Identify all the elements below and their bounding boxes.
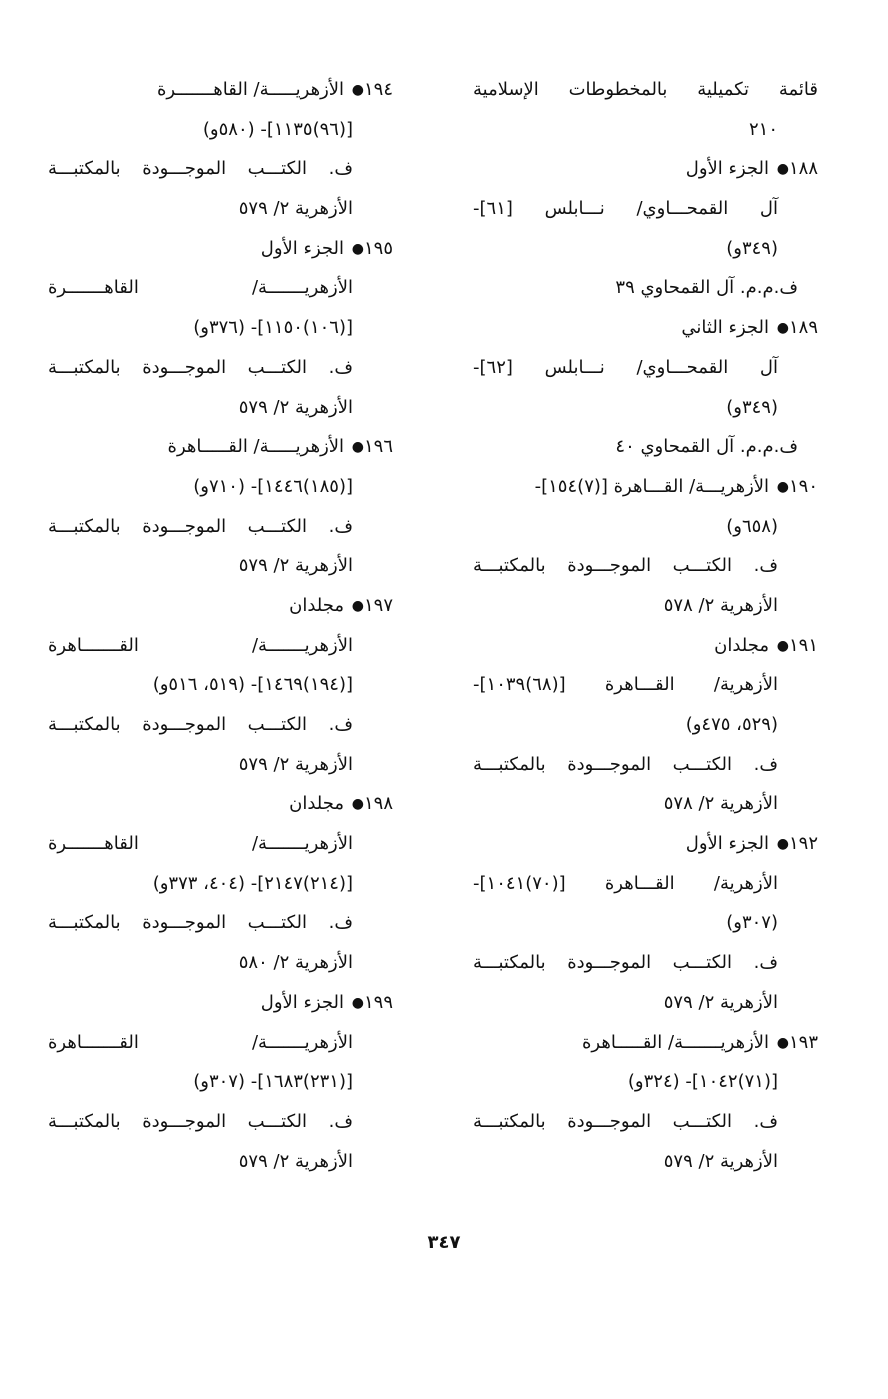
entry-detail-line: ف.م.م. آل القمحاوي ٣٩ [615,277,798,299]
page-number: ٣٤٧ [427,1232,461,1253]
entry-detail-line: الأزهرية/ القـــاهرة [(٦٨)١٠٣٩]- [473,674,778,696]
entry-detail-line: الأزهرية ٢/ ٥٧٨ [663,793,778,815]
entry-number: ١٩٦ [363,436,393,458]
running-header: قائمة تكميلية بالمخطوطات الإسلامية [473,79,818,100]
catalog-entry-heading [48,586,393,626]
entry-detail-line: ف. الكتـــب الموجـــودة بالمكتبـــة [48,158,353,180]
catalog-entry-heading [473,626,818,666]
entry-detail-line: آل القمحـــاوي/ نـــابلس [٦١]- [473,198,778,220]
entry-number: ١٩٤ [363,79,393,100]
entry-title: الأزهريـــــــة/ القـــــاهرة [581,1031,770,1053]
entry-detail-line: الأزهريـــــــة/ القاهـــــــرة [48,277,353,299]
entry-detail-line: آل القمحـــاوي/ نـــابلس [٦٢]- [473,356,778,378]
catalog-entry-heading [473,308,818,348]
catalog-entry-heading [473,824,818,864]
entry-detail-line: (٣٤٩و) [726,396,778,418]
entry-number: ١٨٩ [788,317,818,339]
entry-title: مجلدان [714,634,770,656]
entry-detail-line: ف. الكتـــب الموجـــودة بالمكتبـــة [48,356,353,378]
catalog-entry-heading [48,70,393,110]
entry-number: ١٩٢ [788,833,818,855]
entry-detail-line: ف. الكتـــب الموجـــودة بالمكتبـــة [473,952,778,974]
entry-title: الأزهريـــــة/ القـــــاهرة [167,436,345,458]
entry-title: الجزء الثاني [681,317,770,339]
entry-number: ١٩٥ [363,237,393,259]
entry-detail-line: الأزهرية ٢/ ٥٧٩ [238,1150,353,1172]
entry-detail-line: ف.م.م. آل القمحاوي ٤٠ [615,436,798,458]
entry-detail-line: ف. الكتـــب الموجـــودة بالمكتبـــة [48,1110,353,1132]
entry-title: الجزء الأول [685,833,770,855]
catalog-entry-heading [48,784,393,824]
left-column [48,70,393,1181]
bullet-icon: ● [776,478,789,495]
entry-detail-line: الأزهريـــــــة/ القاهـــــــرة [48,833,353,855]
entry-detail-line: الأزهرية ٢/ ٥٧٩ [663,991,778,1013]
entry-title: مجلدان [289,594,345,616]
entry-detail-line: (٦٥٨و) [726,515,778,537]
entry-detail-line: الأزهرية ٢/ ٥٧٩ [238,198,353,220]
bullet-icon: ● [776,1034,789,1051]
catalog-entry-heading [48,229,393,269]
entry-detail-line: الأزهريـــــــة/ القـــــــاهرة [48,1031,353,1053]
bullet-icon: ● [351,82,364,98]
bullet-icon: ● [776,161,789,178]
entry-title: الأزهريـــة/ القـــاهرة [(٧)١٥٤]- [534,475,770,497]
entry-detail-line: ف. الكتـــب الموجـــودة بالمكتبـــة [473,1110,778,1132]
entry-number: ١٩٧ [363,594,393,616]
entry-detail-line: الأزهرية ٢/ ٥٨٠ [238,952,353,974]
bullet-icon: ● [776,637,789,654]
entry-title: الأزهريـــــة/ القاهـــــــرة [156,79,345,100]
entry-detail-line: [(٧١)١٠٤٢]- (٣٢٤و) [627,1071,778,1093]
bullet-icon: ● [351,439,364,456]
entry-detail-line: [(١٨٥)١٤٤٦]- (٧١٠و) [193,475,353,497]
entry-title: مجلدان [289,793,345,815]
catalog-entry-heading [473,1023,818,1063]
entry-detail-line: الأزهرية ٢/ ٥٧٩ [663,1150,778,1172]
bullet-icon: ● [351,994,364,1011]
entry-detail-line: ف. الكتـــب الموجـــودة بالمكتبـــة [473,753,778,775]
entry-detail-line: (٣٠٧و) [726,912,778,934]
entry-detail-line: ف. الكتـــب الموجـــودة بالمكتبـــة [48,515,353,537]
entry-detail-line: الأزهرية/ القـــاهرة [(٧٠)١٠٤١]- [473,872,778,894]
entry-detail-line: ف. الكتـــب الموجـــودة بالمكتبـــة [48,912,353,934]
catalog-entry-heading [473,149,818,189]
entry-title: الجزء الأول [260,237,345,259]
entry-detail-line: (٣٤٩و) [726,237,778,259]
bullet-icon: ● [776,320,789,337]
entry-detail-line: الأزهرية ٢/ ٥٧٩ [238,753,353,775]
entry-detail-line: ف. الكتـــب الموجـــودة بالمكتبـــة [48,714,353,735]
right-column [473,70,818,1181]
entry-title: الجزء الأول [260,991,345,1013]
entry-number: ١٩١ [788,634,818,656]
entry-title: الجزء الأول [685,158,770,180]
entry-detail-line: الأزهريـــــــة/ القـــــــاهرة [48,634,353,656]
entry-number: ١٩٨ [363,793,393,815]
entry-detail-line: [(١٠٦)١١٥٠]- (٣٧٦و) [193,317,353,339]
entry-number: ١٨٨ [788,158,818,180]
entry-detail-line: (٥٢٩، ٤٧٥و) [685,714,778,735]
entry-detail-line: [(٢٣١)١٦٨٣]- (٣٠٧و) [193,1071,353,1093]
catalog-entry-heading [48,983,393,1023]
entry-detail-line: [(١٩٤)١٤٦٩]- (٥١٩، ٥١٦و) [152,674,353,696]
right-column-lines [473,149,818,1181]
bullet-icon: ● [351,240,364,257]
entry-detail-line: [(٩٦)١١٣٥]- (٥٨٠و) [202,118,353,140]
bullet-icon: ● [776,836,789,853]
catalog-entry-heading [48,427,393,467]
entry-detail-line: الأزهرية ٢/ ٥٧٩ [238,555,353,577]
entry-detail-line: الأزهرية ٢/ ٥٧٨ [663,594,778,616]
bullet-icon: ● [351,597,364,614]
entry-number: ١٩٠ [788,475,818,497]
bullet-icon: ● [351,796,364,813]
entry-detail-line: الأزهرية ٢/ ٥٧٩ [238,396,353,418]
entry-detail-line: ف. الكتـــب الموجـــودة بالمكتبـــة [473,555,778,577]
entry-detail-line: [(٢١٤)٢١٤٧]- (٤٠٤، ٣٧٣و) [152,872,353,894]
left-column-lines [48,70,393,1181]
catalog-entry-heading [473,467,818,507]
entry-number: ١٩٩ [363,991,393,1013]
running-header-continuation: ٢١٠ [748,118,778,140]
entry-number: ١٩٣ [788,1031,818,1053]
